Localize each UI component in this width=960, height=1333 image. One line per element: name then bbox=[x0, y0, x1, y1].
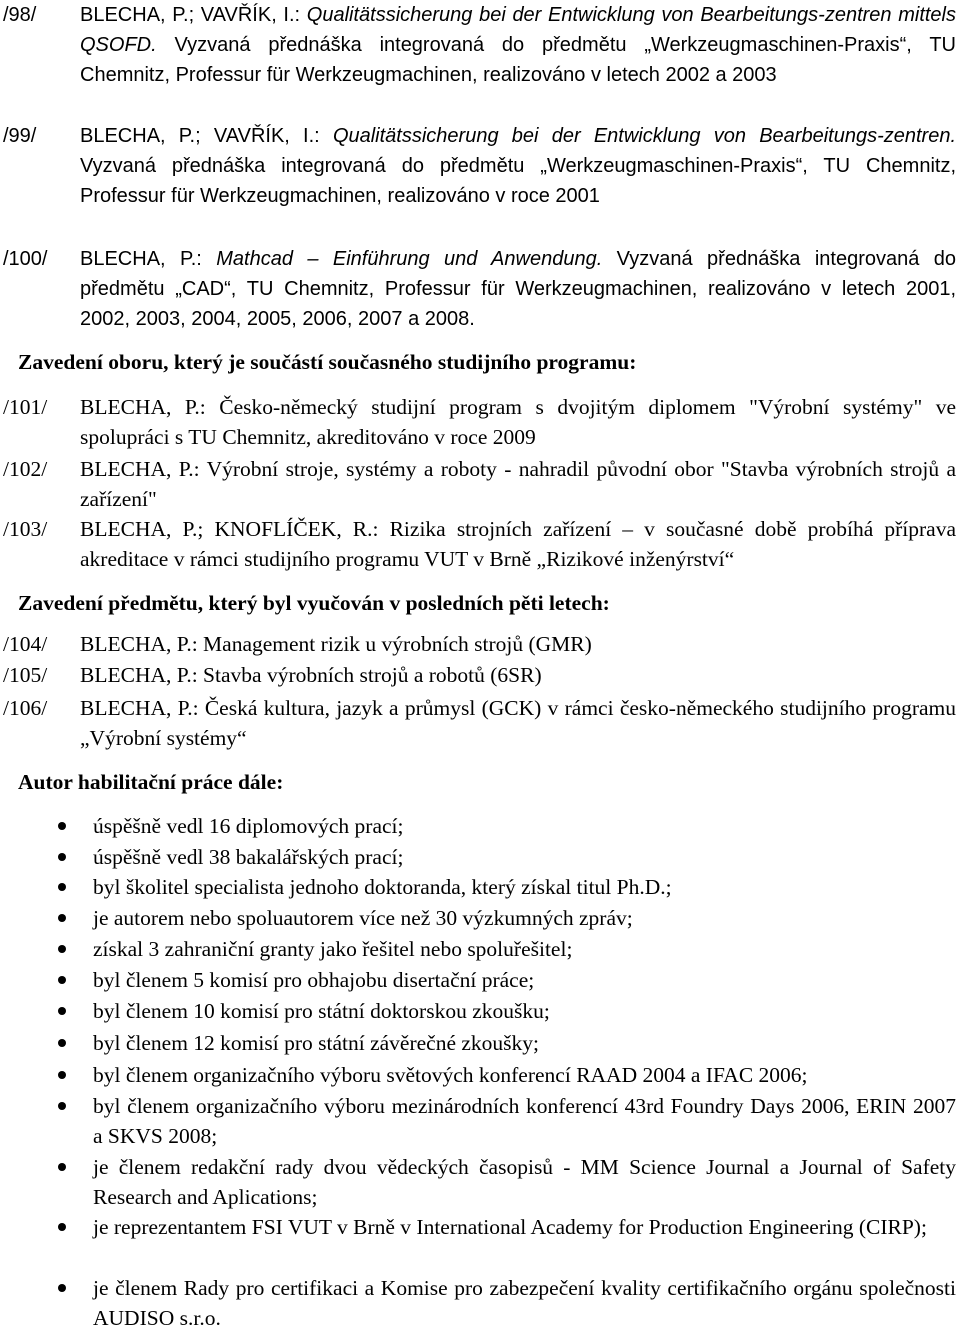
reference-number: /100/ bbox=[3, 248, 48, 270]
bullet-icon bbox=[58, 914, 66, 922]
item-text: BLECHA, P.; KNOFLÍČEK, R.: Rizika strojních zařízení – v současné době probíhá příprava akreditace v rámci studijního programu VUT v Brně „Rizikové inženýrství“ bbox=[80, 517, 956, 571]
reference-body bbox=[80, 121, 956, 211]
item-text: BLECHA, P.: Česká kultura, jazyk a průmysl (GCK) v rámci česko-německého studijního programu „Výrobní systémy“ bbox=[80, 696, 956, 750]
bullet-text: je členem Rady pro certifikaci a Komise pro zabezpečení kvality certifikačního orgánu společnosti AUDISO s.r.o. bbox=[93, 1276, 956, 1330]
reference-details: Vyzvaná přednáška integrovaná do předmětu „CAD“, TU Chemnitz, Professur für Werkzeugmachinen, realizováno v letech 2001, 2002, 2003, 2004, 2005, 2006, 2007 a 2008. bbox=[80, 248, 956, 330]
reference-authors: BLECHA, P.; VAVŘÍK, I.: bbox=[80, 125, 320, 147]
item-number: /106/ bbox=[3, 696, 48, 720]
reference-body bbox=[80, 244, 956, 334]
bullet-text: byl členem 12 komisí pro státní závěrečné zkoušky; bbox=[93, 1031, 539, 1055]
reference-details: Vyzvaná přednáška integrovaná do předmětu „Werkzeugmaschinen-Praxis“, TU Chemnitz, Professur für Werkzeugmachinen, realizováno v letech 2002 a 2003 bbox=[80, 34, 956, 86]
reference-body bbox=[80, 0, 956, 90]
bullet-text: je autorem nebo spoluautorem více než 30 výzkumných zpráv; bbox=[93, 906, 633, 930]
item-text: BLECHA, P.: Výrobní stroje, systémy a roboty - nahradil původní obor "Stavba výrobních strojů a zařízení" bbox=[80, 457, 956, 511]
reference-authors: BLECHA, P.; VAVŘÍK, I.: bbox=[80, 4, 301, 26]
bullet-text: byl členem organizačního výboru mezinárodních konferencí 43rd Foundry Days 2006, ERIN 2007 a SKVS 2008; bbox=[93, 1094, 956, 1148]
bullet-icon bbox=[58, 1284, 66, 1292]
bullet-text: získal 3 zahraniční granty jako řešitel nebo spoluřešitel; bbox=[93, 937, 573, 961]
reference-number: /99/ bbox=[3, 125, 37, 147]
reference-number: /98/ bbox=[3, 4, 37, 26]
bullet-icon bbox=[58, 1223, 66, 1231]
bullet-icon bbox=[58, 853, 66, 861]
item-number: /102/ bbox=[3, 457, 48, 481]
item-text: BLECHA, P.: Stavba výrobních strojů a robotů (6SR) bbox=[80, 663, 542, 687]
item-text: BLECHA, P.: Management rizik u výrobních strojů (GMR) bbox=[80, 632, 592, 656]
bullet-icon bbox=[58, 1007, 66, 1015]
section-heading-obor: Zavedení oboru, který je součástí současného studijního programu: bbox=[18, 350, 637, 374]
reference-title: Qualitätssicherung bei der Entwicklung von Bearbeitungs-zentren. bbox=[332, 125, 956, 147]
bullet-icon bbox=[58, 1102, 66, 1110]
bullet-text: byl školitel specialista jednoho doktoranda, který získal titul Ph.D.; bbox=[93, 875, 672, 899]
bullet-icon bbox=[58, 1039, 66, 1047]
bullet-text: byl členem 10 komisí pro státní doktorskou zkoušku; bbox=[93, 999, 550, 1023]
bullet-icon bbox=[58, 945, 66, 953]
reference-authors: BLECHA, P.: bbox=[80, 248, 202, 270]
bullet-icon bbox=[58, 1071, 66, 1079]
bullet-icon bbox=[58, 976, 66, 984]
bullet-icon bbox=[58, 822, 66, 830]
bullet-text: byl členem 5 komisí pro obhajobu disertační práce; bbox=[93, 968, 535, 992]
bullet-icon bbox=[58, 883, 66, 891]
bullet-text: je reprezentantem FSI VUT v Brně v International Academy for Production Engineering (CIRP); bbox=[93, 1215, 927, 1239]
item-text: BLECHA, P.: Česko-německý studijní program s dvojitým diplomem "Výrobní systémy" ve spolupráci s TU Chemnitz, akreditováno v roce 2009 bbox=[80, 395, 956, 449]
bullet-text: je členem redakční rady dvou vědeckých časopisů - MM Science Journal a Journal of Safety Research and Aplications; bbox=[93, 1155, 956, 1209]
bullet-text: úspěšně vedl 38 bakalářských prací; bbox=[93, 845, 404, 869]
reference-title: Mathcad – Einführung und Anwendung. bbox=[216, 248, 603, 270]
bullet-text: úspěšně vedl 16 diplomových prací; bbox=[93, 814, 404, 838]
reference-title: Qualitätssicherung bei der Entwicklung von Bearbeitungs-zentren mittels QSOFD. bbox=[80, 4, 956, 56]
item-number: /103/ bbox=[3, 517, 48, 541]
section-heading-predmet: Zavedení předmětu, který byl vyučován v posledních pěti letech: bbox=[18, 591, 610, 615]
reference-details: Vyzvaná přednáška integrovaná do předmětu „Werkzeugmaschinen-Praxis“, TU Chemnitz, Professur für Werkzeugmachinen, realizováno v roce 2001 bbox=[80, 155, 956, 207]
bullet-icon bbox=[58, 1163, 66, 1171]
section-heading-autor: Autor habilitační práce dále: bbox=[18, 770, 284, 794]
bullet-text: byl členem organizačního výboru světových konferencí RAAD 2004 a IFAC 2006; bbox=[93, 1063, 808, 1087]
item-number: /101/ bbox=[3, 395, 48, 419]
item-number: /105/ bbox=[3, 663, 48, 687]
item-number: /104/ bbox=[3, 632, 48, 656]
